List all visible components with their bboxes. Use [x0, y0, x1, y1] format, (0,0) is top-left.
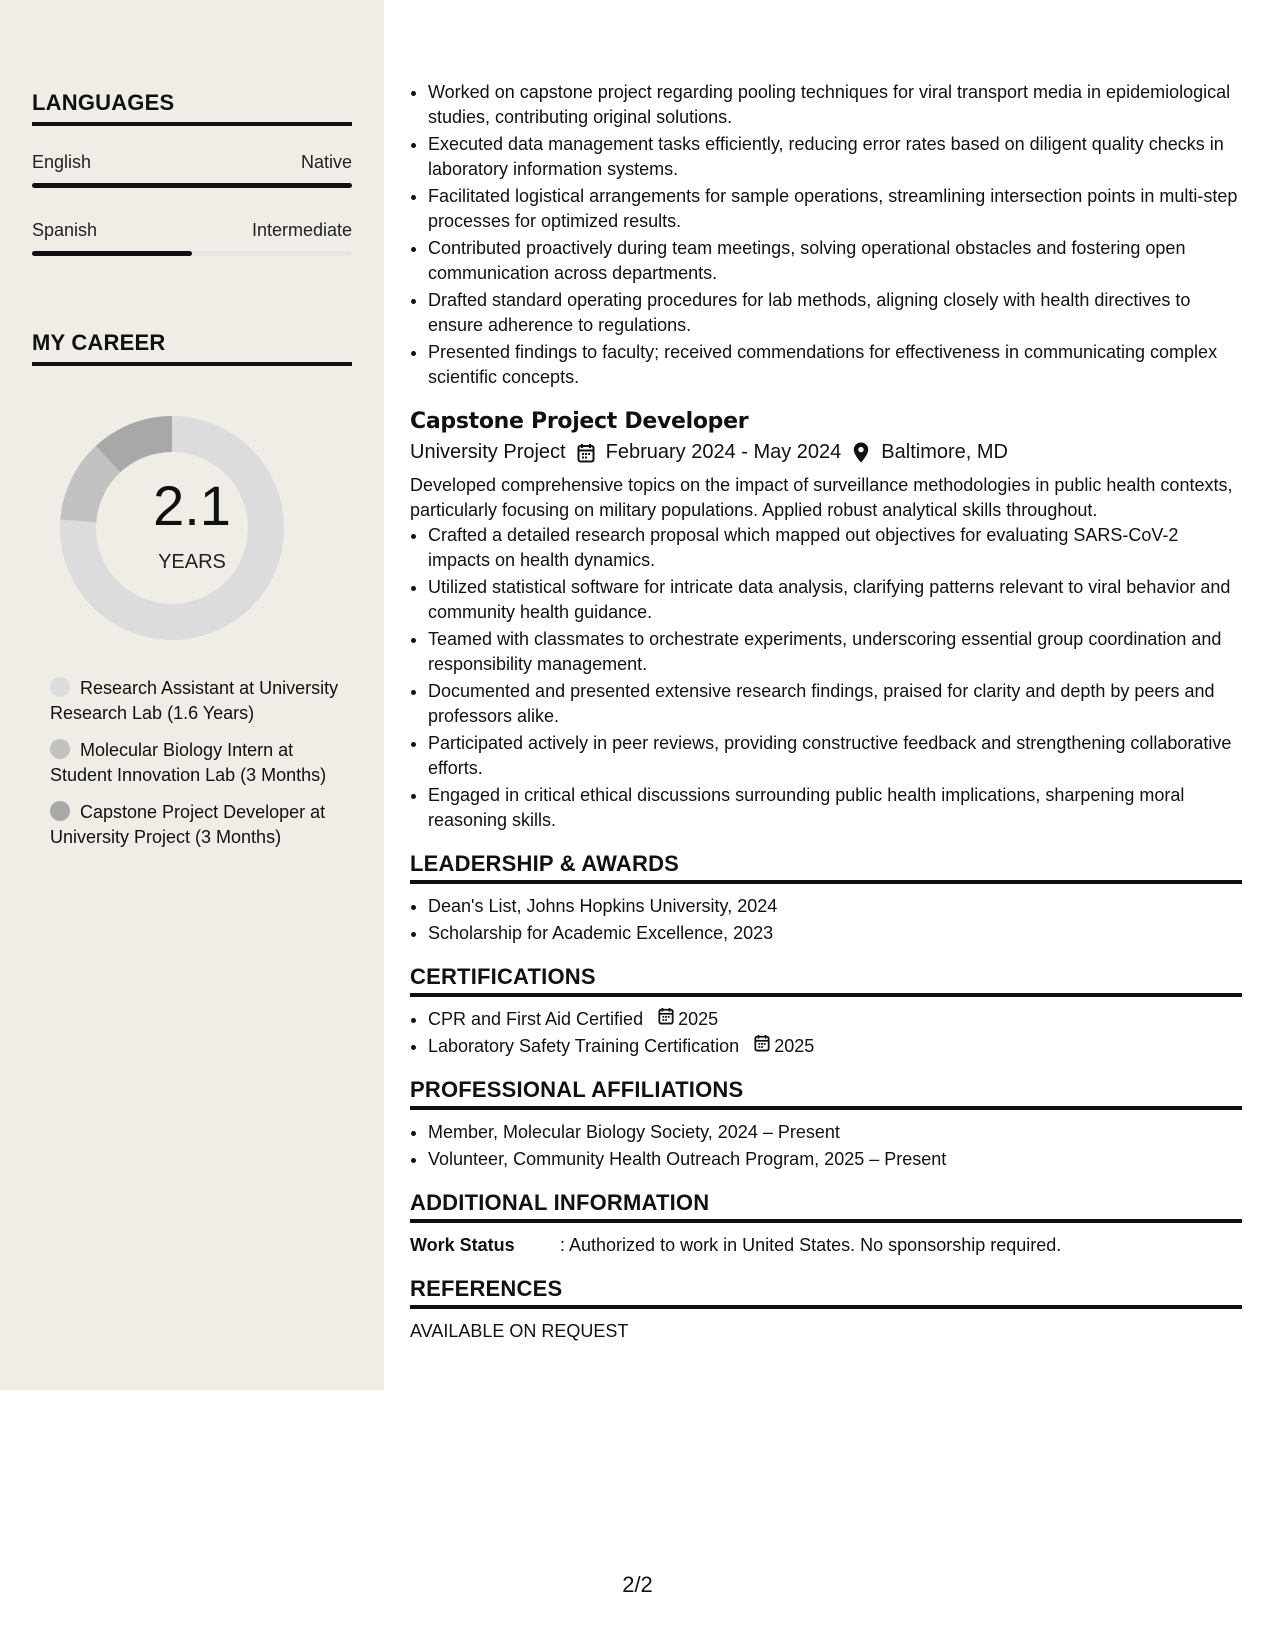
list-item: • Utilized statistical software for intricate data analysis, clarifying patterns relevant to viral behavior and community health guidance.: [428, 575, 1242, 625]
list-item: • Participated actively in peer reviews, providing constructive feedback and strengthening collaborative efforts.: [428, 731, 1242, 781]
list-item: • Member, Molecular Biology Society, 2024 – Present: [428, 1120, 1242, 1145]
language-bar-fill: [32, 251, 192, 256]
career-legend-item: [50, 800, 340, 850]
career-legend-item: [50, 676, 340, 726]
cert-date: [754, 1034, 814, 1059]
career-item-label: Molecular Biology Intern at Student Innovation Lab (3 Months): [50, 740, 327, 785]
list-item: • Documented and presented extensive research findings, praised for clarity and depth by peers and professors alike.: [428, 679, 1242, 729]
cert-date: [658, 1007, 718, 1032]
language-row-spanish: [32, 220, 352, 241]
affiliations-list: [410, 1120, 1242, 1172]
job-dates: February 2024 - May 2024: [605, 441, 842, 463]
additional-info-heading: ADDITIONAL INFORMATION: [410, 1190, 1242, 1223]
list-item: • Dean's List, Johns Hopkins University, 2024: [428, 894, 1242, 919]
references-heading: REFERENCES: [410, 1276, 1242, 1309]
career-legend-item: [50, 738, 340, 788]
work-status-row: [410, 1233, 1242, 1258]
list-item: • Contributed proactively during team meetings, solving operational obstacles and fostering open communication across departments.: [428, 236, 1242, 286]
list-item: • Teamed with classmates to orchestrate experiments, underscoring essential group coordination and responsibility management.: [428, 627, 1242, 677]
work-status-label: Work Status: [410, 1235, 515, 1255]
language-bar: [32, 183, 352, 188]
cert-name: Laboratory Safety Training Certification: [428, 1036, 740, 1056]
language-bar-fill: [32, 183, 352, 188]
job-bullets: [410, 523, 1242, 833]
list-item: [428, 1034, 1242, 1059]
language-level: Intermediate: [251, 220, 352, 240]
list-item: • Executed data management tasks efficiently, reducing error rates based on diligent quality checks in laboratory information systems.: [428, 132, 1242, 182]
main-content: [410, 80, 1242, 1344]
certifications-heading: CERTIFICATIONS: [410, 964, 1242, 997]
calendar-icon: [658, 1007, 674, 1032]
career-total-value: 2.1: [153, 474, 231, 537]
career-legend: [50, 676, 340, 862]
cert-year: 2025: [678, 1009, 719, 1029]
career-total-unit: YEARS: [158, 551, 226, 573]
career-donut-chart: [32, 408, 352, 648]
calendar-icon: [576, 442, 596, 464]
references-text: AVAILABLE ON REQUEST: [410, 1321, 629, 1341]
job-company: University Project: [410, 441, 566, 463]
language-name: Spanish: [32, 220, 98, 240]
work-status-value: : Authorized to work in United States. No sponsorship required.: [560, 1235, 1062, 1255]
sidebar: [0, 0, 384, 1390]
list-item: • Facilitated logistical arrangements for sample operations, streamlining intersection points in multi-step processes for optimized results.: [428, 184, 1242, 234]
language-row-english: [32, 152, 352, 173]
job-meta: [410, 440, 1242, 465]
leadership-heading: LEADERSHIP & AWARDS: [410, 851, 1242, 884]
list-item: • Drafted standard operating procedures for lab methods, aligning closely with health directives to ensure adherence to regulations.: [428, 288, 1242, 338]
cert-year: 2025: [774, 1036, 815, 1056]
cert-name: CPR and First Aid Certified: [428, 1009, 644, 1029]
list-item: • Volunteer, Community Health Outreach Program, 2025 – Present: [428, 1147, 1242, 1172]
languages-section: [32, 90, 352, 256]
calendar-icon: [754, 1034, 770, 1059]
legend-dot: [50, 677, 70, 697]
legend-dot: [50, 801, 70, 821]
job-title: Capstone Project Developer: [410, 409, 749, 434]
job-location: Baltimore, MD: [881, 441, 1008, 463]
job-description: Developed comprehensive topics on the impact of surveillance methodologies in public health contexts, particularly focusing on military populations. Applied robust analytical skills throughout.: [410, 475, 1233, 520]
list-item: • Engaged in critical ethical discussions surrounding public health implications, sharpening moral reasoning skills.: [428, 783, 1242, 833]
list-item: • Worked on capstone project regarding pooling techniques for viral transport media in epidemiological studies, contributing original solutions.: [428, 80, 1242, 130]
legend-dot: [50, 739, 70, 759]
language-level: Native: [300, 152, 352, 172]
languages-heading: LANGUAGES: [32, 90, 352, 126]
certifications-list: [410, 1007, 1242, 1059]
career-item-label: Capstone Project Developer at University Project (3 Months): [50, 802, 326, 847]
career-section: [32, 330, 352, 366]
page-number: 2/2: [622, 1572, 653, 1597]
leadership-list: [410, 894, 1242, 946]
career-heading: MY CAREER: [32, 330, 352, 366]
location-pin-icon: [851, 442, 871, 464]
list-item: • Scholarship for Academic Excellence, 2023: [428, 921, 1242, 946]
list-item: [428, 1007, 1242, 1032]
career-item-label: Research Assistant at University Research Lab (1.6 Years): [50, 678, 339, 723]
list-item: • Crafted a detailed research proposal which mapped out objectives for evaluating SARS-CoV-2 impacts on health dynamics.: [428, 523, 1242, 573]
affiliations-heading: PROFESSIONAL AFFILIATIONS: [410, 1077, 1242, 1110]
list-item: • Presented findings to faculty; received commendations for effectiveness in communicating complex scientific concepts.: [428, 340, 1242, 390]
previous-job-bullets: [410, 80, 1242, 390]
language-bar: [32, 251, 352, 256]
language-name: English: [32, 152, 92, 172]
